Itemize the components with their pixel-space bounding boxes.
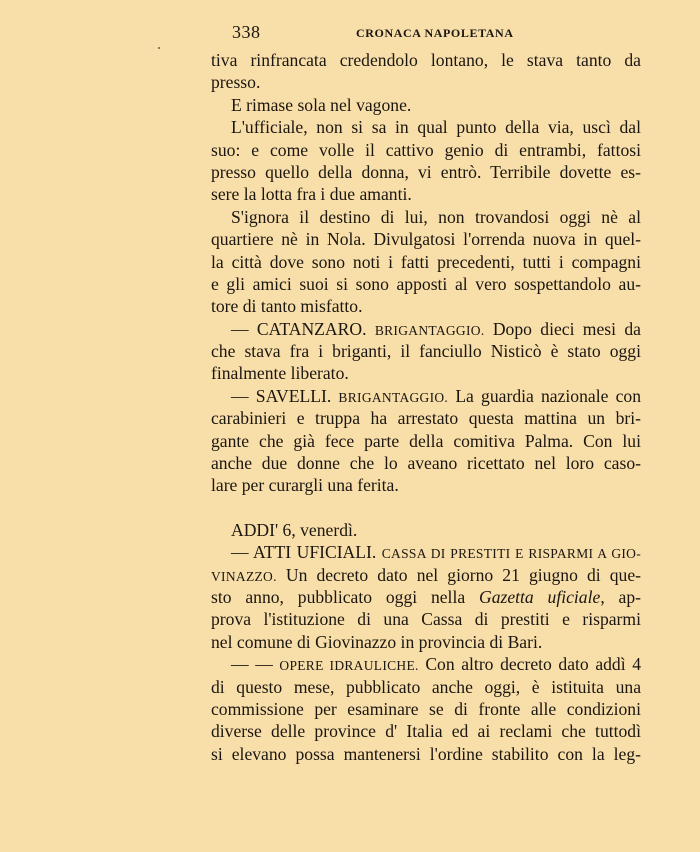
text-line: gante che già fece parte della comitiva Palma. Con lui [211, 430, 641, 451]
text-line: tiva rinfrancata credendolo lontano, le stava tanto da [211, 50, 641, 70]
text-run: Dopo dieci mesi da [492, 318, 641, 339]
text-line: anche due donne che lo aveano ricettato nel loro caso- [211, 453, 641, 474]
text-line: nel comune di Giovinazzo in provincia di Bari. [211, 631, 543, 652]
text-line: presso. [211, 72, 261, 93]
text-line: lare per curargli una ferita. [211, 475, 399, 496]
paragraph-start-line: S'ignora il destino di lui, non trovandosi oggi nè al [231, 206, 641, 227]
place-heading: — CATANZARO. [231, 318, 367, 339]
section-heading: — ATTI UFICIALI. [231, 542, 377, 563]
body-text [211, 49, 641, 765]
text-run: , ap- [600, 586, 641, 607]
text-line [211, 564, 641, 586]
text-line: presso quello della donna, vi entrò. Terribile dovette es- [211, 161, 641, 182]
text-line: tore di tanto misfatto. [211, 296, 363, 317]
text-line: che stava fra i briganti, il fanciullo Nisticò è stato oggi [211, 341, 641, 362]
section-heading: BRIGANTAGGIO. [374, 322, 485, 338]
subsection-heading: OPERE IDRAULICHE. [279, 658, 419, 674]
page-number: 338 [232, 22, 261, 42]
text-line [211, 586, 641, 608]
text-line: quartiere nè in Nola. Divulgatosi l'orrenda nuova in quel- [211, 229, 641, 250]
text-line: diverse delle province d' Italia ed ai reclami che tuttodì [211, 721, 641, 742]
subsection-heading: CASSA DI PRESTITI E RISPARMI A GIO- [381, 546, 641, 562]
text-line: di questo mese, pubblicato anche oggi, è istituita una [211, 676, 641, 697]
text-line: sere la lotta fra i due amanti. [211, 184, 412, 205]
place-heading: — SAVELLI. [231, 385, 332, 406]
text-run: sto anno, pubblicato oggi nella [211, 586, 466, 607]
section-heading: BRIGANTAGGIO. [338, 389, 449, 405]
news-item-opere-idrauliche [211, 653, 641, 675]
text-line: finalmente liberato. [211, 363, 349, 384]
text-line: carabinieri e truppa ha arrestato questa mattina un bri- [211, 408, 641, 429]
text-run: Un decreto dato nel giorno 21 giugno di que- [285, 564, 641, 585]
subsection-heading-continued: VINAZZO. [211, 568, 277, 584]
double-dash: — — [231, 654, 273, 675]
news-item-catanzaro [211, 318, 641, 340]
text-line: suo: e come volle il cattivo genio di entrambi, fattosi [211, 139, 641, 160]
newspaper-title: Gazetta uficiale [478, 586, 601, 607]
text-line: si elevano possa mantenersi l'ordine stabilito con la leg- [211, 743, 641, 764]
text-line: la città dove sono noti i fatti precedenti, tutti i compagni [211, 251, 641, 272]
section-spacer [211, 497, 641, 519]
paper-speck [158, 47, 160, 49]
text-line: commissione per esaminare se di fronte alle condizioni [211, 698, 641, 719]
text-line: prova l'istituzione di una Cassa di prestiti e risparmi [211, 609, 641, 630]
paragraph-start-line: E rimase sola nel vagone. [231, 94, 412, 115]
text-run: Con altro decreto dato addì 4 [425, 654, 641, 675]
text-run: La guardia nazionale con [455, 385, 641, 406]
news-item-atti-uficiali [211, 541, 641, 563]
date-heading: ADDI' 6, venerdì. [231, 519, 358, 540]
text-line: e gli amici suoi si sono apposti al vero sospettandolo au- [211, 273, 641, 294]
paragraph-start-line: L'ufficiale, non si sa in qual punto della via, uscì dal [231, 117, 641, 138]
page-header [232, 22, 652, 44]
news-item-savelli [211, 385, 641, 407]
running-title: CRONACA NAPOLETANA [356, 26, 514, 40]
